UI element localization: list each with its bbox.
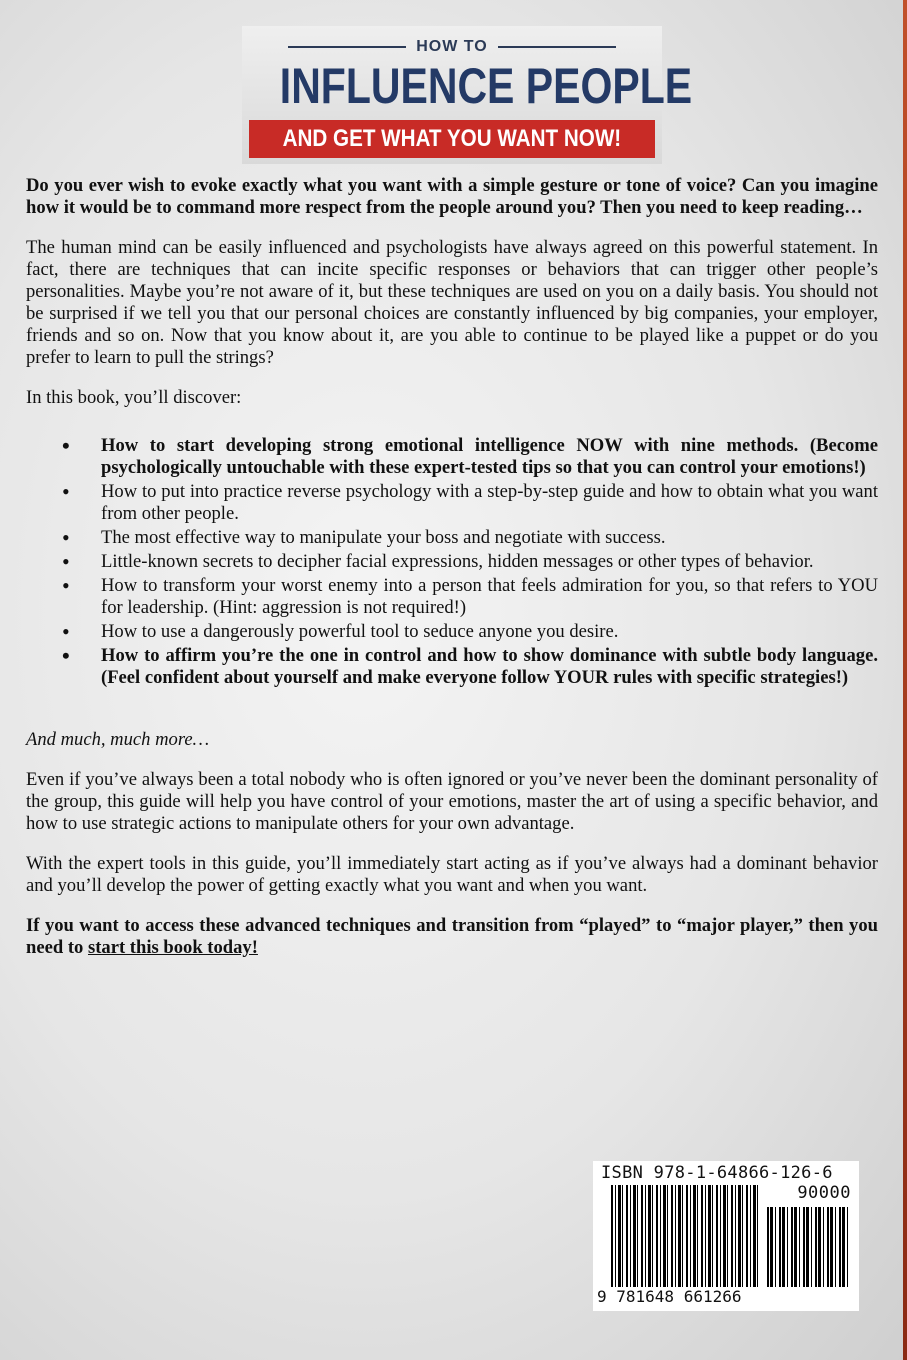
- list-item: • The most effective way to manipulate your boss and negotiate with success.: [26, 527, 878, 549]
- cover-edge-stripe: [903, 0, 907, 1360]
- body-paragraph-1: The human mind can be easily influenced and psychologists have always agreed on this powerful statement. In fact, there are techniques that can incite specific responses or behaviors that can trigger other people’s personalities. Maybe you’re not aware of it, but these techniques are used on you on a daily basis. You should not be surprised if we tell you that our personal choices are constantly influenced by big companies, your employer, friends and so on. Now that you know about it, are you able to continue to be played like a puppet or do you prefer to learn to pull the strings?: [26, 237, 878, 368]
- how-to-label: HOW TO: [416, 38, 488, 55]
- price-code: 90000: [797, 1183, 851, 1203]
- list-item: • Little-known secrets to decipher facial expressions, hidden messages or other types of behavior.: [26, 551, 878, 573]
- blurb-content: [26, 175, 878, 959]
- how-to-row: [242, 36, 662, 58]
- list-item: • How to affirm you’re the one in control and how to show dominance with subtle body language. (Feel confident about yourself and make everyone follow YOUR rules with specific strategies!): [26, 645, 878, 689]
- body-paragraph-3: With the expert tools in this guide, you’ll immediately start acting as if you’ve always had a dominant behavior and you’ll develop the power of getting exactly what you want and when you want.: [26, 853, 878, 896]
- title-header: [242, 26, 693, 164]
- subtitle-banner: [249, 120, 655, 158]
- list-item: • How to start developing strong emotional intelligence NOW with nine methods. (Become psychologically untouchable with these expert-tested tips so that you can control your emotions!): [26, 435, 878, 479]
- divider-line-left: [288, 46, 406, 48]
- barcode-bars: [611, 1185, 761, 1289]
- closing-call-to-action: start this book today!: [87, 937, 258, 958]
- body-paragraph-2: Even if you’ve always been a total nobody who is often ignored or you’ve never been the dominant personality of the group, this guide will help you have control of your emotions, master the art of using a specific behavior, and how to use strategic actions to manipulate others for your own advantage.: [26, 769, 878, 834]
- list-item: • How to transform your worst enemy into a person that feels admiration for you, so that refers to YOU for leadership. (Hint: aggression is not required!): [26, 575, 878, 619]
- addon-barcode-bars: [767, 1207, 849, 1289]
- discover-lead: In this book, you’ll discover:: [26, 387, 242, 408]
- list-item: • How to use a dangerously powerful tool to seduce anyone you desire.: [26, 621, 878, 643]
- benefit-list: [26, 435, 878, 689]
- isbn-barcode: [593, 1161, 859, 1311]
- closing-paragraph: [26, 915, 878, 959]
- divider-line-right: [498, 46, 616, 48]
- subtitle-text: AND GET WHAT YOU WANT NOW!: [282, 125, 622, 152]
- list-item: • How to put into practice reverse psychology with a step-by-step guide and how to obtain what you want from other people.: [26, 481, 878, 525]
- closing-text: If you want to access these advanced techniques and transition from “played” to “major player,” then you need to: [26, 915, 878, 958]
- isbn-number: ISBN 978-1-64866-126-6: [601, 1163, 833, 1183]
- book-title: INFLUENCE PEOPLE: [279, 58, 693, 114]
- ean-number: 9 781648 661266: [597, 1287, 855, 1306]
- much-more-line: And much, much more…: [26, 729, 210, 750]
- intro-paragraph: Do you ever wish to evoke exactly what you want with a simple gesture or tone of voice? Can you imagine how it would be to command more respect from the people around you? Then you need to keep reading…: [26, 175, 878, 218]
